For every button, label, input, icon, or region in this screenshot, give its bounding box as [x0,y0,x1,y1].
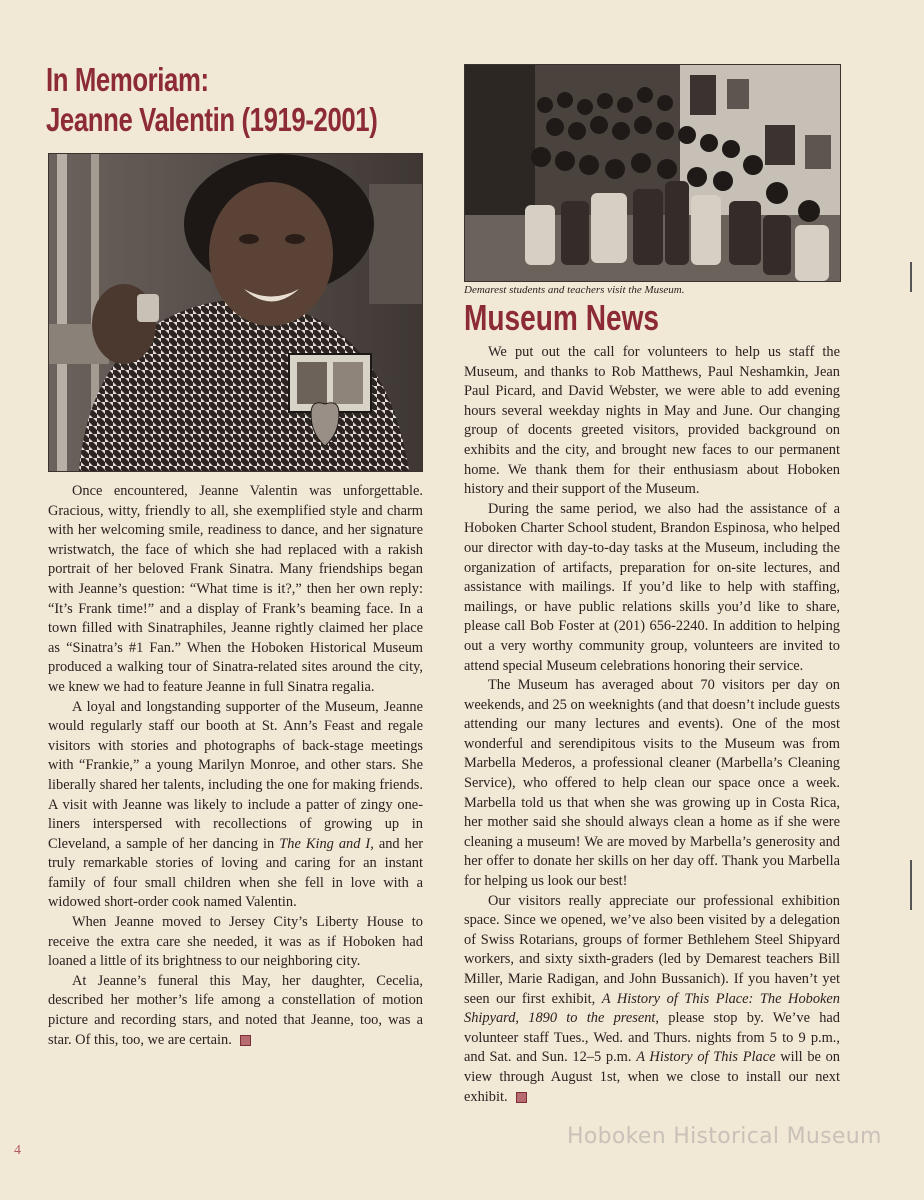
end-mark-icon [240,1035,251,1046]
photo-caption: Demarest students and teachers visit the Museum. [464,284,685,296]
news-paragraph: We put out the call for volunteers to help us staff the Museum, and thanks to Rob Matthews, Paul Neshamkin, Jean Paul Picard, and David Webster, we were able to add evening hours several weekday nights in May and June. Our changing group of docents greeted visitors, provided background on exhibits and the city, and brought new faces to our permanent home. We thank them for their enthusiasm about Hoboken history and their support of the Museum. [464,344,840,498]
page-number: 4 [14,1143,21,1158]
watermark: Hoboken Historical Museum [567,1124,882,1149]
news-paragraph: During the same period, we also had the assistance of a Hoboken Charter School student, Brandon Espinosa, who helped our director with day-to-day tasks at the Museum, including the organization of artifacts, preparation for on-site lectures, and assistance with mailings. If you’d like to help with staffing, mailings, or have public relations skills you’d like to share, please call Bob Foster at (201) 656-2240. In addition to helping out a very worthy community group, volunteers are invited to attend special Museum celebrations honoring their service. [464,500,840,674]
group-photo [464,64,841,282]
memoriam-paragraph: When Jeanne moved to Jersey City’s Liberty House to receive the extra care she needed, it was as if Hoboken had loaned a little of its brightness to our neighboring city. [48,914,423,970]
headline-line-2: Jeanne Valentin (1919-2001) [46,101,378,138]
museum-news-article [464,343,840,1107]
memoriam-paragraph: At Jeanne’s funeral this May, her daughter, Cecelia, described her mother’s life among a constellation of motion picture and recording stars, and noted that Jeanne, too, was a star. Of this, too, we are certain. [48,972,423,1048]
museum-news-title: Museum News [464,297,660,338]
memoriam-headline [46,60,378,140]
edge-mark [910,262,912,292]
news-paragraph: Our visitors really appreciate our professional exhibition space. Since we opened, we’ve also been visited by a delegation of Swiss Rotarians, groups of former Bethlehem Steel Shipyard workers, and sixty sixth-graders (led by Demarest teachers Bill Miller, Marie Radigan, and John Bussanich). If you haven’t yet seen our first exhibit, A History of This Place: The Hoboken Shipyard, 1890 to the present, please stop by. We’ve had volunteer staff Tues., Wed. and Thurs. nights from 5 to 9 p.m., and Sat. and Sun. 12–5 p.m. A History of This Place will be on view through August 1st, when we close to install our next exhibit. [464,892,841,1105]
memoriam-article [48,482,423,1050]
edge-mark [910,860,912,910]
portrait-photo [48,153,423,472]
end-mark-icon [516,1092,527,1103]
memoriam-paragraph: Once encountered, Jeanne Valentin was unforgettable. Gracious, witty, friendly to all, she exemplified style and charm with her welcoming smile, readiness to dance, and her signature wristwatch, the face of which she had replaced with a rakish portrait of her beloved Frank Sinatra. Many friendships began with Jeanne’s question: “What time is it?,” then her own reply: “It’s Frank time!” and a display of Frank’s beaming face. In a town filled with Sinatraphiles, Jeanne rightly claimed her place as “Sinatra’s #1 Fan.” When the Hoboken Historical Museum produced a walking tour of Sinatra-related sites around the city, we knew we had to feature Jeanne in full Sinatra regalia. [48,483,423,695]
news-paragraph: The Museum has averaged about 70 visitors per day on weekends, and 25 on weeknights (and that doesn’t include guests attending our many lectures and events). One of the most wonderful and serendipitous visits to the Museum was from Marbella Mederos, a professional cleaner (Marbella’s Cleaning Service), who offered to help clean our space once a week. Marbella told us that when she was growing up in Costa Rica, her mother said she should always clean a home as if she were cleaning a museum! We are moved by Marbella’s generosity and her offer to donate her skills on her day off. Thank you Marbella for helping us look our best! [464,677,840,890]
headline-line-1: In Memoriam: [46,61,209,98]
memoriam-paragraph: A loyal and longstanding supporter of the Museum, Jeanne would regularly staff our booth at St. Ann’s Feast and regale visitors with stories and photographs of back-stage meetings with “Frankie,” a young Marilyn Monroe, and other stars. She liberally shared her talents, including the one for making friends. A visit with Jeanne was likely to include a patter of zingy one-liners interspersed with recollections of growing up in Cleveland, a sample of her dancing in The King and I, and her truly remarkable stories of loving and caring for an instant family of four small children when she fell in love with a widowed short-order cook named Valentin. [48,698,423,911]
